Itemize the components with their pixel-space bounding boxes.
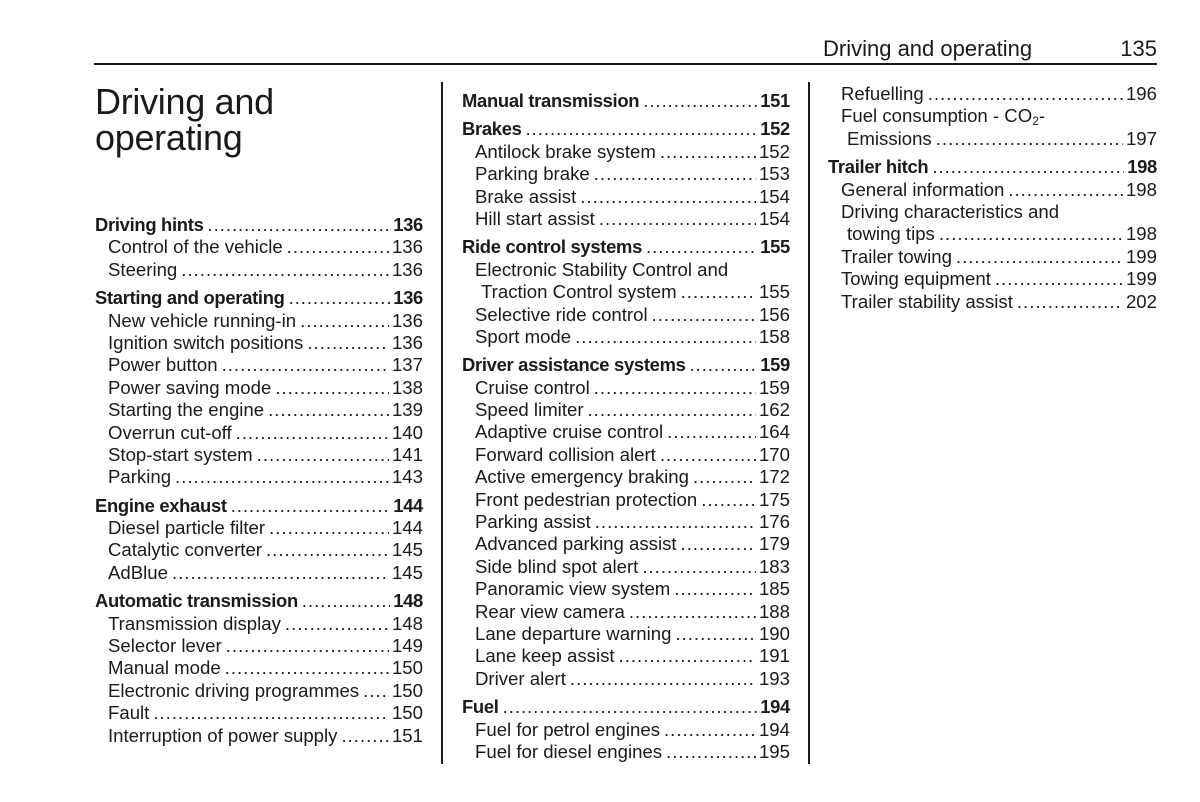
entry-page-number: 136 (391, 331, 423, 353)
running-head (823, 36, 1157, 62)
entry-label: Trailer hitch (828, 156, 929, 178)
toc-entry[interactable] (95, 332, 423, 354)
toc-entry[interactable] (95, 466, 423, 488)
entry-label: Driving hints (95, 214, 204, 235)
toc-entry[interactable] (462, 208, 790, 230)
entry-page-number: 136 (393, 287, 423, 309)
entry-label: AdBlue (108, 561, 168, 583)
dot-leader (594, 163, 756, 185)
toc-entry[interactable] (462, 741, 790, 763)
entry-label: Driver alert (475, 667, 566, 689)
entry-label: Side blind spot alert (475, 555, 639, 577)
toc-entry[interactable] (828, 291, 1157, 313)
dot-leader (266, 539, 389, 561)
toc-section-entry[interactable] (462, 118, 790, 140)
entry-label: Antilock brake system (475, 140, 656, 162)
chapter-title (95, 81, 425, 158)
entry-label: Panoramic view system (475, 578, 671, 600)
entry-label: General information (841, 178, 1005, 200)
entry-page-number: 139 (391, 399, 423, 421)
subscript: 2 (1032, 114, 1039, 129)
toc-entry[interactable] (95, 517, 423, 539)
dot-leader (675, 623, 756, 645)
toc-entry[interactable] (828, 83, 1157, 105)
toc-section-entry[interactable] (828, 156, 1157, 178)
entry-page-number: 136 (391, 309, 423, 331)
dot-leader (643, 90, 757, 112)
entry-label: Stop-start system (108, 443, 253, 465)
toc-entry[interactable] (95, 657, 423, 679)
entry-label: Active emergency braking (475, 466, 689, 488)
dot-leader (181, 259, 389, 281)
entry-page-number: 154 (758, 185, 790, 207)
dot-leader (642, 556, 756, 578)
entry-label: Power saving mode (108, 376, 272, 398)
entry-page-number: 195 (758, 740, 790, 762)
entry-label: Emissions (847, 127, 932, 149)
entry-page-number: 194 (758, 718, 790, 740)
toc-entry[interactable] (95, 613, 423, 635)
entry-label: Parking assist (475, 511, 591, 533)
entry-label: Ignition switch positions (108, 331, 304, 353)
toc-entry[interactable] (462, 399, 790, 421)
toc-section-entry[interactable] (95, 590, 423, 612)
entry-page-number: 185 (758, 578, 790, 600)
toc-entry[interactable] (462, 326, 790, 348)
dot-leader (936, 128, 1123, 150)
toc-column-2 (462, 90, 790, 763)
entry-page-number: 155 (760, 236, 790, 258)
dot-leader (300, 310, 389, 332)
entry-page-number: 190 (758, 622, 790, 644)
entry-label: Fuel for petrol engines (475, 718, 661, 740)
entry-label: Fault (108, 702, 150, 724)
dot-leader (226, 635, 389, 657)
entry-label: Electronic Stability Control and (475, 258, 729, 280)
entry-label: New vehicle running-in (108, 309, 297, 331)
entry-label: Brake assist (475, 185, 577, 207)
entry-page-number: 158 (758, 325, 790, 347)
entry-label: Traction Control system (481, 281, 677, 303)
dot-leader (667, 421, 756, 443)
toc-entry[interactable] (95, 702, 423, 724)
entry-label: Transmission display (108, 612, 281, 634)
dot-leader (664, 719, 756, 741)
toc-entry[interactable] (462, 556, 790, 578)
entry-label: Electronic driving programmes (108, 679, 360, 701)
entry-page-number: 137 (391, 354, 423, 376)
entry-label: Trailer towing (841, 245, 952, 267)
dot-leader (222, 354, 389, 376)
toc-entry[interactable] (462, 489, 790, 511)
toc-entry[interactable] (95, 562, 423, 584)
dot-leader (269, 517, 389, 539)
toc-entry[interactable] (95, 310, 423, 332)
entry-page-number: 194 (760, 696, 790, 718)
toc-entry[interactable] (95, 236, 423, 258)
entry-label: Hill start assist (475, 207, 595, 229)
entry-page-number: 188 (758, 600, 790, 622)
entry-page-number: 198 (1125, 223, 1157, 245)
toc-entry[interactable] (95, 377, 423, 399)
entry-page-number: 150 (391, 679, 423, 701)
entry-page-number: 153 (758, 163, 790, 185)
entry-page-number: 196 (1125, 83, 1157, 104)
entry-label: Selective ride control (475, 303, 648, 325)
entry-page-number: 148 (393, 590, 423, 612)
dot-leader (681, 533, 756, 555)
dot-leader (526, 118, 758, 140)
entry-page-number: 152 (758, 140, 790, 162)
toc-entry[interactable] (462, 668, 790, 690)
entry-page-number: 154 (758, 207, 790, 229)
entry-page-number: 155 (758, 281, 790, 303)
toc-entry[interactable] (95, 635, 423, 657)
dot-leader (599, 208, 756, 230)
entry-label: Lane keep assist (475, 645, 615, 667)
toc-entry[interactable] (462, 466, 790, 488)
toc-entry[interactable] (828, 179, 1157, 201)
entry-label: Ride control systems (462, 236, 643, 258)
toc-entry[interactable] (95, 259, 423, 281)
entry-page-number: 162 (758, 399, 790, 421)
toc-section-entry[interactable] (462, 696, 790, 718)
toc-entry[interactable] (95, 399, 423, 421)
entry-label: Advanced parking assist (475, 533, 677, 555)
dot-leader (341, 725, 389, 747)
dot-leader (287, 236, 389, 258)
entry-label: Manual transmission (462, 90, 640, 111)
entry-page-number: 136 (391, 258, 423, 280)
dot-leader (307, 332, 389, 354)
dot-leader (693, 466, 756, 488)
entry-label: Sport mode (475, 325, 572, 347)
entry-page-number: 151 (760, 90, 790, 111)
entry-label: Refuelling (841, 83, 924, 104)
entry-page-number: 150 (391, 702, 423, 724)
entry-label: Starting and operating (95, 287, 285, 309)
entry-page-number: 159 (758, 376, 790, 398)
entry-page-number: 136 (393, 214, 423, 235)
entry-page-number: 152 (760, 118, 790, 140)
dot-leader (570, 668, 756, 690)
entry-label: Lane departure warning (475, 622, 672, 644)
toc-entry[interactable] (95, 725, 423, 747)
entry-label: Fuel consumption - CO (841, 105, 1033, 127)
entry-page-number: 144 (393, 494, 423, 516)
toc-entry-label-line (462, 259, 790, 281)
toc-section-entry[interactable] (95, 214, 423, 236)
toc-section-entry[interactable] (95, 495, 423, 517)
dot-leader (588, 399, 756, 421)
dot-leader (928, 83, 1123, 105)
dot-leader (257, 444, 389, 466)
entry-page-number: 145 (391, 539, 423, 561)
toc-entry[interactable] (462, 141, 790, 163)
dot-leader (580, 186, 756, 208)
entry-label: Overrun cut-off (108, 421, 232, 443)
entry-page-number: 191 (758, 645, 790, 667)
dot-leader (619, 645, 756, 667)
page-number: 135 (1120, 36, 1157, 61)
toc-entry[interactable] (828, 246, 1157, 268)
toc-entry[interactable] (462, 186, 790, 208)
toc-entry[interactable] (828, 128, 1157, 150)
entry-label: Adaptive cruise control (475, 421, 664, 443)
column-divider (808, 82, 810, 764)
toc-entry[interactable] (462, 421, 790, 443)
entry-label: Forward collision alert (475, 443, 656, 465)
toc-entry[interactable] (462, 281, 790, 303)
entry-label: Parking brake (475, 163, 590, 185)
entry-page-number: 144 (391, 517, 423, 539)
toc-column-1 (95, 214, 423, 747)
running-head-title: Driving and operating (823, 36, 1033, 61)
entry-page-number: 159 (760, 354, 790, 376)
entry-label-tail: - (1038, 105, 1046, 127)
dot-leader (225, 657, 389, 679)
chapter-title-line: Driving and (95, 81, 274, 122)
entry-label: Brakes (462, 118, 522, 140)
entry-label: Steering (108, 258, 178, 280)
toc-entry-label-line (828, 105, 1157, 127)
toc-entry[interactable] (462, 578, 790, 600)
entry-page-number: 138 (391, 376, 423, 398)
toc-section-entry[interactable] (462, 90, 790, 112)
entry-label: Manual mode (108, 657, 221, 679)
dot-leader (681, 281, 756, 303)
dot-leader (153, 702, 389, 724)
toc-entry[interactable] (462, 511, 790, 533)
toc-entry[interactable] (462, 623, 790, 645)
entry-page-number: 145 (391, 561, 423, 583)
dot-leader (932, 156, 1124, 178)
dot-leader (666, 741, 756, 763)
dot-leader (1008, 179, 1123, 201)
dot-leader (275, 377, 389, 399)
dot-leader (652, 304, 756, 326)
entry-page-number: 176 (758, 511, 790, 533)
entry-label: Towing equipment (841, 268, 991, 290)
entry-page-number: 198 (1127, 156, 1157, 178)
toc-entry[interactable] (462, 163, 790, 185)
entry-page-number: 172 (758, 466, 790, 488)
dot-leader (231, 495, 390, 517)
entry-page-number: 149 (391, 635, 423, 657)
dot-leader (939, 223, 1123, 245)
entry-page-number: 143 (391, 466, 423, 488)
entry-page-number: 198 (1125, 178, 1157, 200)
dot-leader (363, 680, 389, 702)
toc-entry[interactable] (462, 533, 790, 555)
toc-entry-label-line (828, 201, 1157, 223)
entry-page-number: 179 (758, 533, 790, 555)
entry-page-number: 170 (758, 443, 790, 465)
entry-label: Front pedestrian protection (475, 488, 698, 510)
chapter-title-line: operating (95, 117, 243, 158)
entry-page-number: 175 (758, 488, 790, 510)
entry-label: Power button (108, 354, 218, 376)
entry-page-number: 199 (1125, 268, 1157, 290)
toc-entry[interactable] (95, 680, 423, 702)
dot-leader (995, 268, 1123, 290)
dot-leader (701, 489, 756, 511)
entry-page-number: 199 (1125, 245, 1157, 267)
entry-label: Automatic transmission (95, 590, 298, 612)
toc-section-entry[interactable] (95, 287, 423, 309)
entry-label: Trailer stability assist (841, 290, 1013, 312)
dot-leader (690, 354, 758, 376)
dot-leader (302, 590, 390, 612)
toc-section-entry[interactable] (462, 354, 790, 376)
entry-label: Fuel (462, 696, 499, 718)
dot-leader (289, 287, 391, 309)
toc-entry[interactable] (462, 645, 790, 667)
entry-page-number: 183 (758, 555, 790, 577)
dot-leader (268, 399, 389, 421)
entry-label: towing tips (847, 223, 935, 245)
header-rule (94, 63, 1157, 65)
entry-label: Control of the vehicle (108, 236, 283, 258)
toc-entry[interactable] (95, 444, 423, 466)
entry-label: Engine exhaust (95, 494, 227, 516)
entry-label: Parking (108, 466, 172, 488)
entry-page-number: 150 (391, 657, 423, 679)
entry-page-number: 164 (758, 421, 790, 443)
toc-entry[interactable] (462, 304, 790, 326)
dot-leader (285, 613, 389, 635)
dot-leader (629, 601, 756, 623)
entry-page-number: 156 (758, 303, 790, 325)
entry-page-number: 148 (391, 612, 423, 634)
entry-page-number: 202 (1125, 290, 1157, 312)
entry-label: Driver assistance systems (462, 354, 686, 376)
toc-column-3 (828, 83, 1157, 313)
dot-leader (175, 466, 389, 488)
toc-section-entry[interactable] (462, 236, 790, 258)
toc-entry[interactable] (95, 422, 423, 444)
entry-page-number: 193 (758, 667, 790, 689)
entry-label: Cruise control (475, 376, 590, 398)
dot-leader (595, 511, 756, 533)
dot-leader (208, 214, 391, 236)
entry-label: Starting the engine (108, 399, 265, 421)
toc-entry[interactable] (462, 601, 790, 623)
dot-leader (956, 246, 1123, 268)
dot-leader (660, 141, 756, 163)
dot-leader (674, 578, 756, 600)
toc-entry[interactable] (95, 539, 423, 561)
toc-entry[interactable] (95, 354, 423, 376)
entry-label: Speed limiter (475, 399, 584, 421)
entry-page-number: 136 (391, 236, 423, 258)
entry-page-number: 151 (391, 724, 423, 746)
toc-entry[interactable] (828, 223, 1157, 245)
dot-leader (1017, 291, 1123, 313)
toc-entry[interactable] (828, 268, 1157, 290)
column-divider (441, 82, 443, 764)
entry-label: Selector lever (108, 635, 222, 657)
entry-label: Rear view camera (475, 600, 625, 622)
toc-entry[interactable] (462, 719, 790, 741)
entry-label: Interruption of power supply (108, 724, 338, 746)
entry-page-number: 140 (391, 421, 423, 443)
dot-leader (594, 377, 756, 399)
toc-entry[interactable] (462, 377, 790, 399)
entry-page-number: 141 (391, 443, 423, 465)
dot-leader (660, 444, 756, 466)
dot-leader (236, 422, 389, 444)
toc-entry[interactable] (462, 444, 790, 466)
dot-leader (646, 236, 757, 258)
dot-leader (503, 696, 758, 718)
entry-label: Diesel particle filter (108, 517, 266, 539)
entry-label: Driving characteristics and (841, 200, 1060, 222)
dot-leader (575, 326, 756, 348)
dot-leader (172, 562, 389, 584)
entry-page-number: 197 (1125, 127, 1157, 149)
entry-label: Fuel for diesel engines (475, 740, 663, 762)
entry-label: Catalytic converter (108, 539, 262, 561)
